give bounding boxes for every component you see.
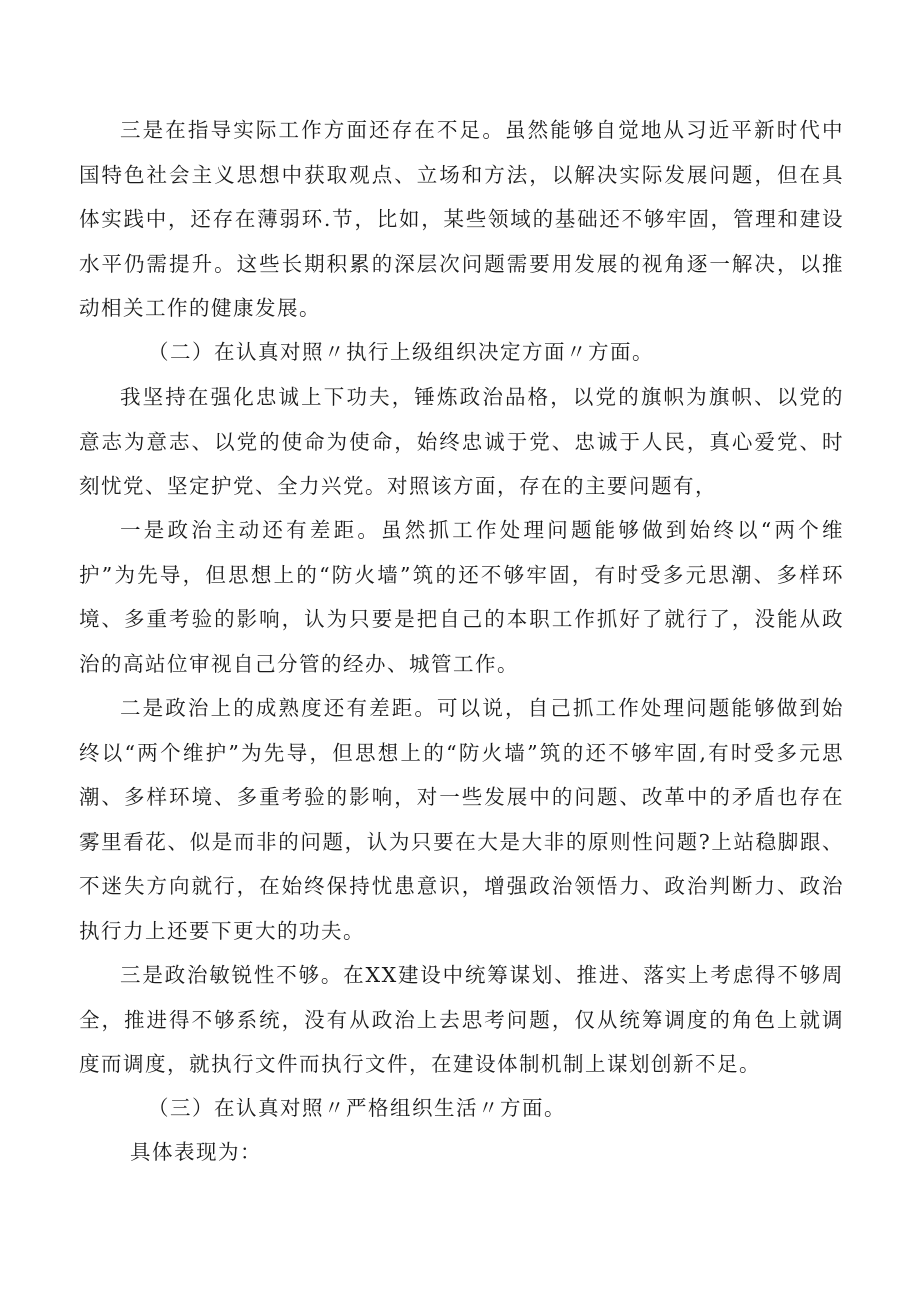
paragraph-political-maturity: 二是政治上的成熟度还有差距。可以说，自己抓工作处理问题能够做到始终以“两个维护”为先导，但思想上的“防火墙”筑的还不够牢固,有时受多元思潮、多样环境、多重考验的影响，对一些发展中的问题、改革中的矛盾也存在雾里看花、似是而非的问题，认为只要在大是大非的原则性问题?上站稳脚跟、不迷失方向就行，在始终保持忧患意识，增强政治领悟力、政治判断力、政治执行力上还要下更大的功夫。 — [79, 696, 844, 943]
paragraph-political-sensitivity: 三是政治敏锐性不够。在XX建设中统筹谋划、推进、落实上考虑得不够周全，推进得不够系统，没有从政治上去思考问题，仅从统筹调度的角色上就调度而调度，就执行文件而执行文件，在建设体制机制上谋划创新不足。 — [79, 963, 844, 1077]
paragraph-loyalty: 我坚持在强化忠诚上下功夫，锤炼政治品格，以党的旗帜为旗帜、以党的意志为意志、以党的使命为使命，始终忠诚于党、忠诚于人民，真心爱党、时刻忧党、坚定护党、全力兴党。对照该方面，存在的主要问题有， — [79, 385, 844, 499]
paragraph-guidance-work: 三是在指导实际工作方面还存在不足。虽然能够自觉地从习近平新时代中国特色社会主义思想中获取观点、立场和方法，以解决实际发展问题，但在具体实践中，还存在薄弱环.节，比如，某些领域的基础还不够牢固，管理和建设水平仍需提升。这些长期积累的深层次问题需要用发展的视角逐一解决，以推动相关工作的健康发展。 — [79, 118, 844, 321]
section-heading-2: （二）在认真对照〃执行上级组织决定方面〃方面。 — [148, 340, 654, 364]
paragraph-political-initiative: 一是政治主动还有差距。虽然抓工作处理问题能够做到始终以“两个维护”为先导，但思想上的“防火墙”筑的还不够牢固，有时受多元思潮、多样环境、多重考验的影响，认为只要是把自己的本职工作抓好了就行了，没能从政治的高站位审视自己分管的经办、城管工作。 — [79, 518, 844, 676]
section-heading-3: （三）在认真对照〃严格组织生活〃方面。 — [148, 1096, 566, 1120]
paragraph-specific-manifestations: 具体表现为： — [130, 1140, 262, 1164]
